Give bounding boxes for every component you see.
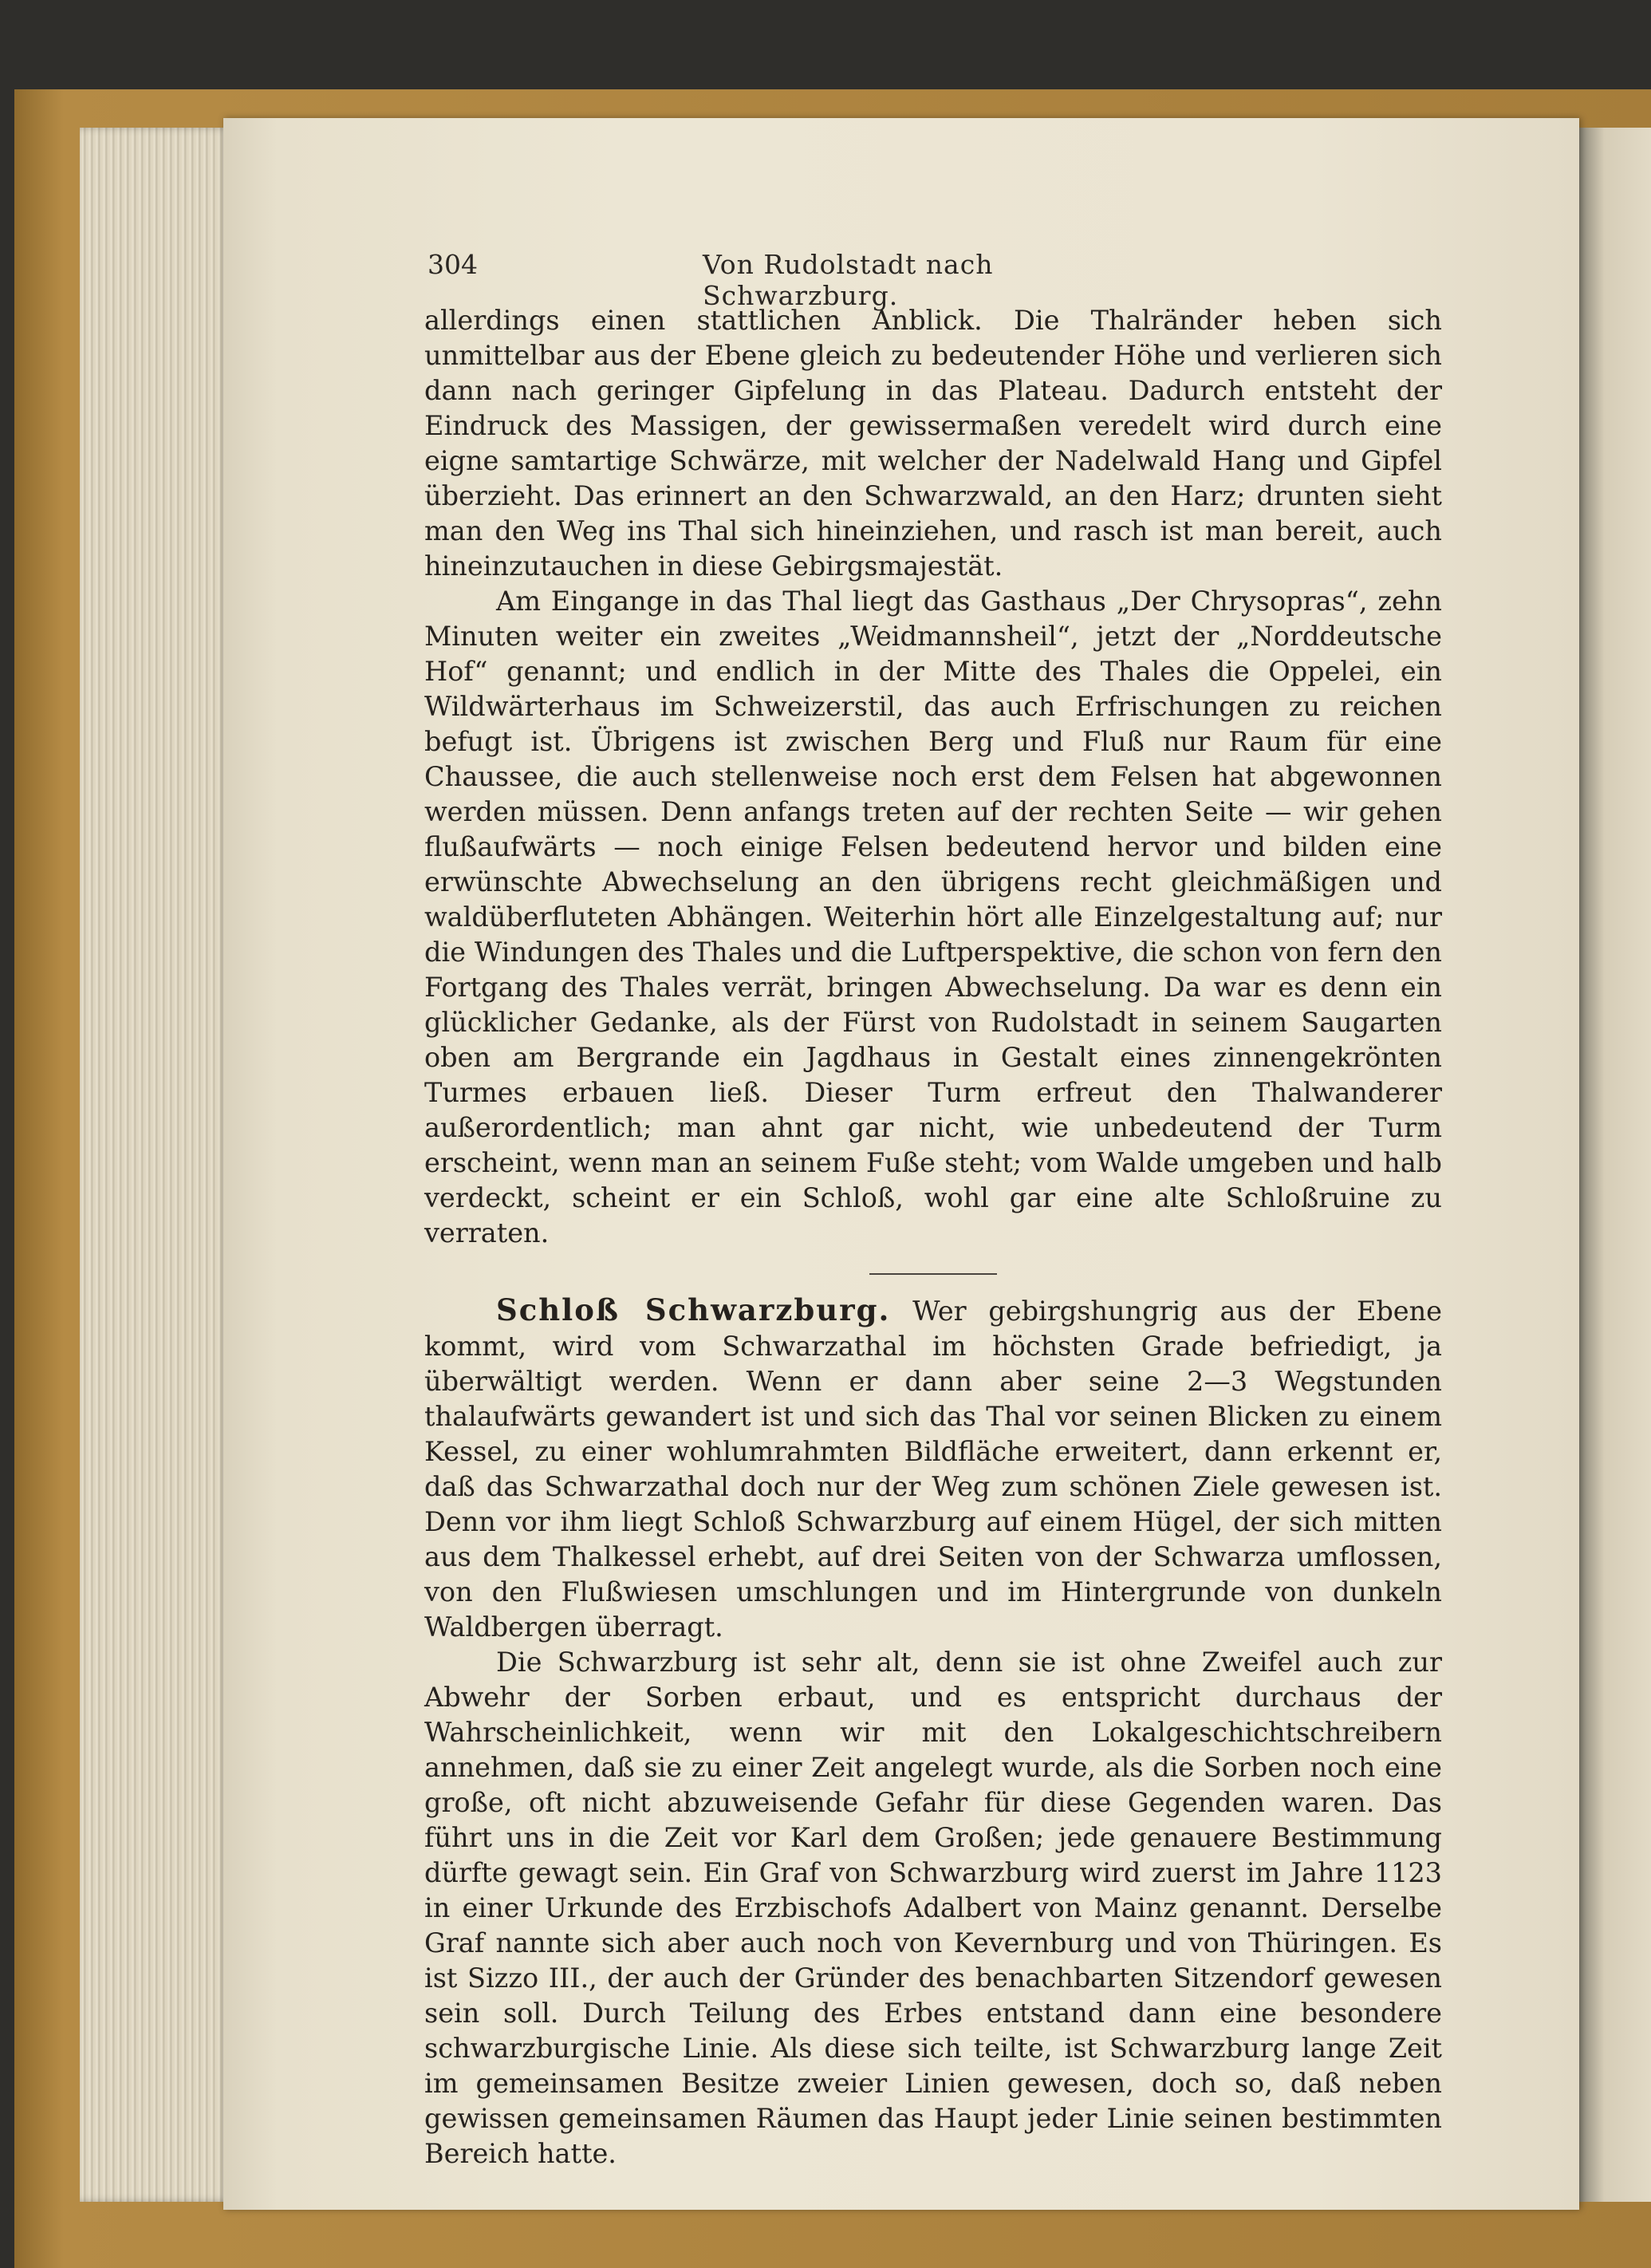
section-heading: Schloß Schwarzburg.: [496, 1292, 891, 1327]
facing-page-edge: [1579, 128, 1651, 2202]
body-text: [424, 303, 1442, 2171]
section-paragraph-1-text: Wer gebirgshungrig aus der Ebene kommt, wird vom Schwarzathal im höchsten Grade befriedigt, ja überwältigt werden. Wenn er dann aber seine 2—3 Wegstunden thalaufwärts gewandert ist und sich das Thal vor seinen Blicken zu einem Kessel, zu einer wohlumrahmten Bildfläche erweitert, dann erkennt er, daß das Schwarzathal doch nur der Weg zum schönen Ziele gewesen ist. Denn vor ihm liegt Schloß Schwarzburg auf einem Hügel, der sich mitten aus dem Thalkessel erhebt, auf drei Seiten von der Schwarza umflossen, von den Flußwiesen umschlungen und im Hintergrunde von dunkeln Waldbergen überragt.: [424, 1296, 1442, 1643]
running-title: Von Rudolstadt nach Schwarzburg.: [703, 249, 994, 311]
section-paragraph-2: Die Schwarzburg ist sehr alt, denn sie ist ohne Zweifel auch zur Abwehr der Sorben erbaut, und es entspricht durchaus der Wahrscheinlichkeit, wenn wir mit den Lokalgeschichtschreibern annehmen, daß sie zu einer Zeit angelegt wurde, als die Sorben noch eine große, oft nicht abzuweisende Gefahr für diese Gegenden waren. Das führt uns in die Zeit vor Karl dem Großen; jede genauere Bestimmung dürfte gewagt sein. Ein Graf von Schwarzburg wird zuerst im Jahre 1123 in einer Urkunde des Erzbischofs Adalbert von Mainz genannt. Derselbe Graf nannte sich aber auch noch von Kevernburg und von Thüringen. Es ist Sizzo III., der auch der Gründer des benachbarten Sitzendorf gewesen sein soll. Durch Teilung des Erbes entstand dann eine besondere schwarzburgische Linie. Als diese sich teilte, ist Schwarzburg lange Zeit im gemeinsamen Besitze zweier Linien gewesen, doch so, daß neben gewissen gemeinsamen Räumen das Haupt jeder Linie seinen bestimmten Bereich hatte.: [424, 1647, 1442, 2169]
paragraph-1: allerdings einen stattlichen Anblick. Die Thalränder heben sich unmittelbar aus der Ebene gleich zu bedeutender Höhe und verlieren sich dann nach geringer Gipfelung in das Plateau. Dadurch entsteht der Eindruck des Massigen, der gewissermaßen veredelt wird durch eine eigne samtartige Schwärze, mit welcher der Nadelwald Hang und Gipfel überzieht. Das erinnert an den Schwarzwald, an den Harz; drunten sieht man den Weg ins Thal sich hineinziehen, und rasch ist man bereit, auch hineinzutauchen in diese Gebirgsmajestät.: [424, 305, 1442, 582]
paragraph-2: Am Eingange in das Thal liegt das Gasthaus „Der Chrysopras“, zehn Minuten weiter ein zweites „Weidmannsheil“, jetzt der „Norddeutsche Hof“ genannt; und endlich in der Mitte des Thales die Oppelei, ein Wildwärterhaus im Schweizerstil, das auch Erfrischungen zu reichen befugt ist. Übrigens ist zwischen Berg und Fluß nur Raum für eine Chaussee, die auch stellenweise noch erst dem Felsen hat abgewonnen werden müssen. Denn anfangs treten auf der rechten Seite — wir gehen flußaufwärts — noch einige Felsen bedeutend hervor und bilden eine erwünschte Abwechselung an den übrigens recht gleichmäßigen und waldüberfluteten Abhängen. Weiterhin hört alle Einzelgestaltung auf; nur die Windungen des Thales und die Luftperspektive, die schon von fern den Fortgang des Thales verrät, bringen Abwechselung. Da war es denn ein glücklicher Gedanke, als der Fürst von Rudolstadt in seinem Saugarten oben am Bergrande ein Jagdhaus in Gestalt eines zinnengekrönten Turmes erbauen ließ. Dieser Turm erfreut den Thalwanderer außerordentlich; man ahnt gar nicht, wie unbedeutend der Turm erscheint, wenn man an seinem Fuße steht; vom Walde umgeben und halb verdeckt, scheint er ein Schloß, wohl gar eine alte Schloßruine zu verraten.: [424, 586, 1442, 1248]
section-paragraph-1: [424, 1292, 1442, 1645]
page-number: 304: [428, 249, 478, 280]
running-head: [428, 249, 1137, 311]
section-divider: [869, 1273, 997, 1275]
page-edges: [80, 128, 231, 2202]
